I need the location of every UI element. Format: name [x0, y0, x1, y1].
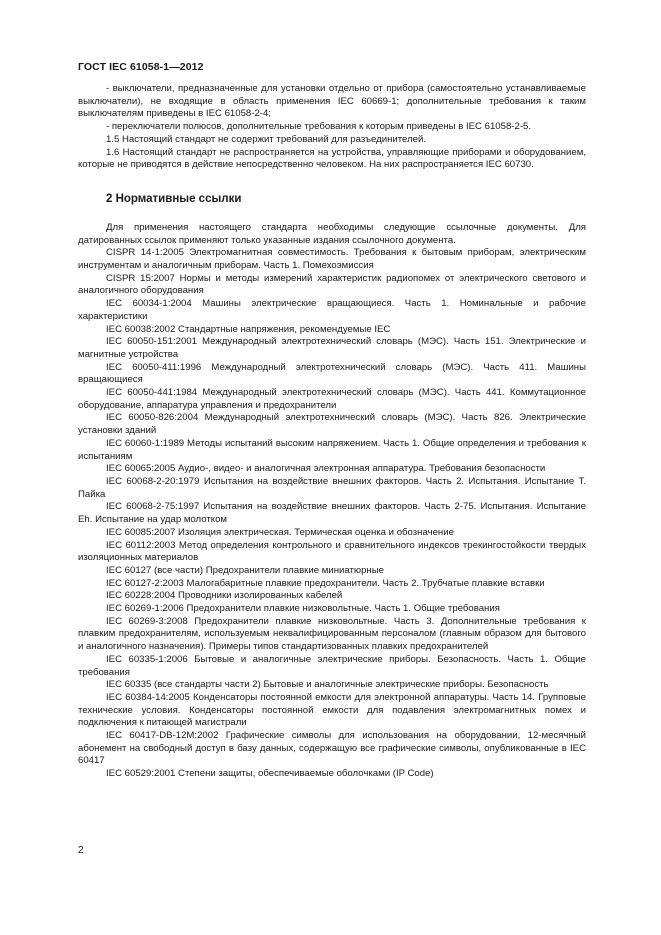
reference-item: IEC 60127-2:2003 Малогабаритные плавкие предохранители. Часть 2. Трубчатые плавкие вставки	[106, 577, 545, 589]
reference-item: IEC 60335-1:2006 Бытовые и аналогичные электрические приборы. Безопасность. Часть 1. Общие требования	[78, 653, 586, 678]
reference-item: IEC 60068-2-75:1997 Испытания на воздействие внешних факторов. Часть 2-75. Испытания. Испытание Eh. Испытание на удар молотком	[78, 501, 586, 526]
reference-item: IEC 60228:2004 Проводники изолированных кабелей	[106, 590, 343, 602]
page-content	[78, 83, 586, 781]
reference-item: IEC 60085:2007 Изоляция электрическая. Термическая оценка и обозначение	[106, 526, 454, 538]
page-number: 2	[78, 845, 84, 856]
reference-item: IEC 60060-1:1989 Методы испытаний высоким напряжением. Часть 1. Общие определения и требования к испытаниям	[78, 437, 586, 462]
reference-item: IEC 60384-14:2005 Конденсаторы постоянной емкости для электронной аппаратуры. Часть 14. Групповые технические условия. Конденсаторы постоянной емкости для подавления электромагнитных помех и подключения к питающей магистрали	[78, 691, 586, 729]
section-heading: 2 Нормативные ссылки	[106, 192, 242, 205]
intro-paragraph: - переключатели полюсов, дополнительные требования к которым приведены в IEC 61058-2-5.	[106, 121, 532, 133]
intro-paragraph: 1.5 Настоящий стандарт не содержит требований для разъединителей.	[106, 133, 427, 145]
reference-item: CISPR 15:2007 Нормы и методы измерений характеристик радиопомех от электрического светового и аналогичного оборудования	[78, 272, 586, 297]
document-header: ГОСТ IEC 61058-1—2012	[78, 61, 204, 73]
reference-list	[78, 247, 586, 781]
reference-item: IEC 60335 (все стандарты части 2) Бытовые и аналогичные электрические приборы. Безопасность	[106, 679, 549, 691]
section-intro: Для применения настоящего стандарта необходимы следующие ссылочные документы. Для датированных ссылок применяют только указанные издания ссылочного документа.	[78, 221, 586, 246]
reference-item: IEC 60112:2003 Метод определения контрольного и сравнительного индексов трекингостойкости твердых изоляционных материалов	[78, 539, 586, 564]
reference-item: IEC 60269-3:2008 Предохранители плавкие низковольтные. Часть 3. Дополнительные требования к плавким предохранителям, используемым неквалифицированным персоналом (главным образом для бытового и аналогичного назначения). Примеры типов стандартизованных плавких предохранителей	[78, 615, 586, 653]
intro-paragraph: - выключатели, предназначенные для установки отдельно от прибора (самостоятельно устанавливаемые выключатели), не входящие в область применения IEC 60669-1; дополнительные требования к таким выключателям приведены в IEC 61058-2-4;	[78, 83, 586, 120]
reference-item: IEC 60065:2005 Аудио-, видео- и аналогичная электронная аппаратура. Требования безопасности	[106, 463, 546, 475]
reference-item: IEC 60050-826:2004 Международный электротехнический словарь (МЭС). Часть 826. Электрические установки зданий	[78, 412, 586, 437]
reference-item: IEC 60417-DB-12M:2002 Графические символы для использования на оборудовании, 12-месячный абонемент на свободный доступ в базу данных, содержащую все графические символы, опубликованные в IEC 60417	[78, 730, 586, 767]
reference-item: IEC 60529:2001 Степени защиты, обеспечиваемые оболочками (IP Code)	[106, 768, 434, 780]
reference-item: IEC 60068-2-20:1979 Испытания на воздействие внешних факторов. Часть 2. Испытания. Испытание Т. Пайка	[78, 475, 586, 500]
reference-item: IEC 60127 (все части) Предохранители плавкие миниатюрные	[106, 564, 384, 576]
reference-item: IEC 60269-1:2006 Предохранители плавкие низковольтные. Часть 1. Общие требования	[106, 603, 500, 615]
reference-item: CISPR 14-1:2005 Электромагнитная совместимость. Требования к бытовым приборам, электрическим инструментам и аналогичным приборам. Часть 1. Помехоэмиссия	[78, 247, 586, 272]
reference-item: IEC 60034-1:2004 Машины электрические вращающиеся. Часть 1. Номинальные и рабочие характеристики	[78, 298, 586, 322]
reference-item: IEC 60050-411:1996 Международный электротехнический словарь (МЭС). Часть 411. Машины вращающиеся	[78, 361, 586, 386]
reference-item: IEC 60038:2002 Стандартные напряжения, рекомендуемые IEC	[106, 323, 391, 335]
intro-paragraph: 1.6 Настоящий стандарт не распространяется на устройства, управляющие приборами и оборудованием, которые не приводятся в действие непосредственно человеком. На них распространяется IEC 60730.	[78, 146, 586, 171]
reference-item: IEC 60050-441:1984 Международный электротехнический словарь (МЭС). Часть 441. Коммутационное оборудование, аппаратура управления и предохранители	[78, 387, 586, 411]
reference-item: IEC 60050-151:2001 Международный электротехнический словарь (МЭС). Часть 151. Электрические и магнитные устройства	[78, 336, 586, 360]
